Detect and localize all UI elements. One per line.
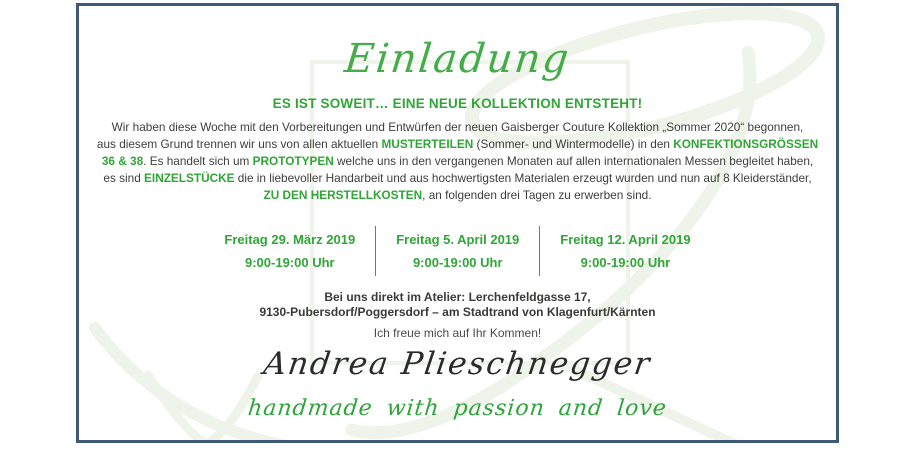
paragraph-line: [79, 187, 836, 204]
address-line-1: Bei uns direkt im Atelier: Lerchenfeldgasse 17,: [324, 290, 591, 304]
paragraph-segment: die in liebevoller Handarbeit und aus hochwertigsten Materialen erzeugt wurden und nun auf 8 Kleiderständer,: [234, 171, 812, 185]
sale-date-time: 9:00-19:00 Uhr: [580, 255, 671, 270]
invitation-title: Einladung: [342, 36, 573, 82]
paragraph-segment-highlight: MUSTERTEILEN: [381, 137, 474, 151]
address-line-2: 9130-Pubersdorf/Poggersdorf – am Stadtrand von Klagenfurt/Kärnten: [259, 305, 656, 319]
sale-date-day: Freitag 29. März 2019: [224, 232, 356, 247]
closing-line: Ich freue mich auf Ihr Kommen!: [373, 326, 542, 340]
sale-date-day: Freitag 5. April 2019: [396, 232, 520, 247]
sale-dates: [79, 226, 836, 276]
sale-date-time: 9:00-19:00 Uhr: [245, 255, 335, 270]
paragraph-line: [79, 119, 836, 136]
paragraph-line: [79, 170, 836, 187]
atelier-address: [79, 290, 836, 320]
paragraph-segment-highlight: PROTOTYPEN: [252, 154, 334, 168]
signature: Andrea Plieschnegger: [261, 346, 654, 382]
paragraph-segment: , an folgenden drei Tagen zu erwerben sind.: [422, 188, 652, 202]
tagline: handmade with passion and love: [246, 396, 669, 421]
paragraph-segment: es sind: [103, 171, 145, 185]
paragraph-segment-highlight: KONFEKTIONSGRÖSSEN: [673, 137, 819, 151]
paragraph-segment: . Es handelt sich um: [143, 154, 253, 168]
sale-date-3: [539, 226, 710, 276]
headline: ES IST SOWEIT… EINE NEUE KOLLEKTION ENTSTEHT!: [272, 96, 643, 111]
card-content: [79, 6, 836, 440]
sale-date-day: Freitag 12. April 2019: [560, 232, 691, 247]
sale-date-1: [204, 226, 375, 276]
paragraph-segment-highlight: EINZELSTÜCKE: [144, 171, 235, 185]
paragraph-segment: welche uns in den vergangenen Monaten auf allen internationalen Messen begleitet haben,: [333, 154, 814, 168]
paragraph-segment: Wir haben diese Woche mit den Vorbereitungen und Entwürfen der neuen Gaisberger Couture Kollektion „Sommer 2020“ begonnen,: [111, 120, 804, 134]
intro-paragraph: [79, 119, 836, 204]
paragraph-segment-highlight: ZU DEN HERSTELLKOSTEN: [263, 188, 423, 202]
sale-date-2: [375, 226, 539, 276]
paragraph-line: [79, 153, 836, 170]
paragraph-segment: aus diesem Grund trennen wir uns von allen aktuellen: [96, 137, 382, 151]
paragraph-segment: (Sommer- und Wintermodelle) in den: [473, 137, 674, 151]
paragraph-segment-highlight: 36 & 38: [101, 154, 144, 168]
sale-date-time: 9:00-19:00 Uhr: [412, 255, 503, 270]
paragraph-line: [79, 136, 836, 153]
